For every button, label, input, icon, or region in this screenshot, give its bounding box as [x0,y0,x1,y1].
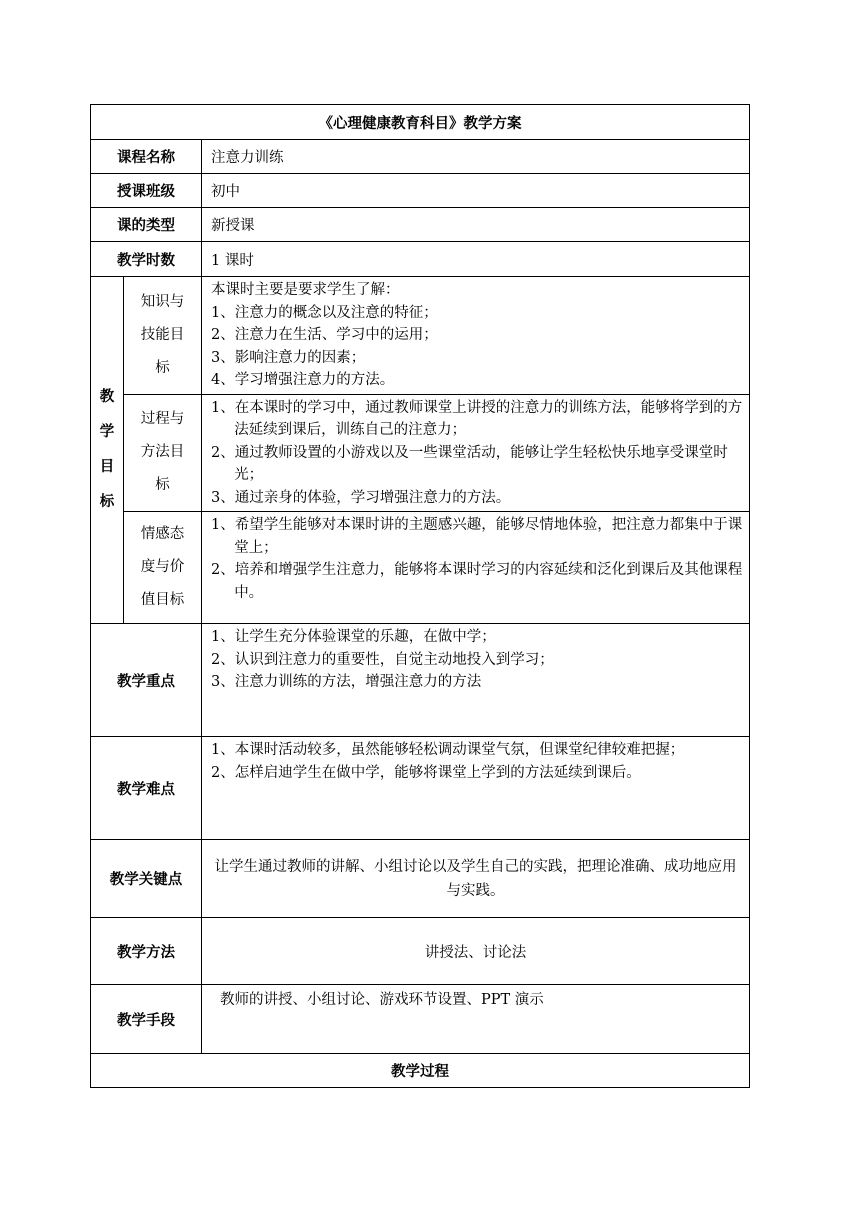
hours-value: 1 课时 [202,242,750,277]
key-link-label: 教学关键点 [91,840,202,918]
teaching-goals-label [91,277,124,624]
list-item: 1、让学生充分体验课堂的乐趣，在做中学； [211,629,496,645]
list-item: 2、培养和增强学生注意力，能够将本课时学习的内容延续和泛化到课后及其他课程中。 [211,562,743,601]
goal-char: 标 [99,494,115,510]
list-item: 3、注意力训练的方法，增强注意力的方法 [211,674,482,690]
process-goal-content [202,394,750,512]
key-points-label: 教学重点 [91,624,202,737]
list-item: 1、本课时活动较多，虽然能够轻松调动课堂气氛，但课堂纪律较难把握； [211,742,685,758]
means-label: 教学手段 [91,985,202,1054]
emotion-goal-content [202,512,750,624]
goal-char: 学 [99,424,115,440]
difficulties-content [202,737,750,840]
lesson-plan-table [90,104,750,1088]
course-name-label: 课程名称 [91,140,202,174]
class-value: 初中 [202,174,750,208]
list-item: 4、学习增强注意力的方法。 [211,372,395,388]
process-goal-label: 过程与 方法目 标 [124,394,202,512]
list-item: 1、希望学生能够对本课时讲的主题感兴趣，能够尽情地体验，把注意力都集中于课堂上； [211,517,743,556]
emotion-goal-label: 情感态 度与价 值目标 [124,512,202,624]
key-points-content [202,624,750,737]
goal-char: 教 [99,389,115,405]
list-item: 1、在本课时的学习中，通过教师课堂上讲授的注意力的训练方法，能够将学到的方法延续到课后，训练自己的注意力； [211,399,743,438]
method-label: 教学方法 [91,918,202,985]
knowledge-intro: 本课时主要是要求学生了解： [211,282,400,298]
means-value: 教师的讲授、小组讨论、游戏环节设置、PPT 演示 [202,985,750,1054]
plan-title: 《心理健康教育科目》教学方案 [91,105,750,140]
method-value: 讲授法、讨论法 [202,918,750,985]
class-label: 授课班级 [91,174,202,208]
list-item: 2、怎样启迪学生在做中学，能够将课堂上学到的方法延续到课后。 [211,764,641,781]
course-name-value: 注意力训练 [202,140,750,174]
knowledge-goal-label: 知识与 技能目 标 [124,277,202,395]
knowledge-goal-content [202,277,750,395]
type-value: 新授课 [202,208,750,242]
list-item: 2、认识到注意力的重要性，自觉主动地投入到学习； [211,651,554,668]
goal-char: 目 [99,459,115,475]
hours-label: 教学时数 [91,242,202,277]
list-item: 2、注意力在生活、学习中的运用； [211,327,438,343]
difficulties-label: 教学难点 [91,737,202,840]
list-item: 1、注意力的概念以及注意的特征； [211,304,438,321]
list-item: 2、通过教师设置的小游戏以及一些课堂活动，能够让学生轻松快乐地享受课堂时光； [211,444,728,483]
list-item: 3、影响注意力的因素； [211,349,366,366]
list-item: 3、通过亲身的体验，学习增强注意力的方法。 [211,489,511,506]
teaching-process-title: 教学过程 [91,1054,750,1088]
key-link-value: 让学生通过教师的讲解、小组讨论以及学生自己的实践，把理论准确、成功地应用与实践。 [202,840,750,918]
type-label: 课的类型 [91,208,202,242]
